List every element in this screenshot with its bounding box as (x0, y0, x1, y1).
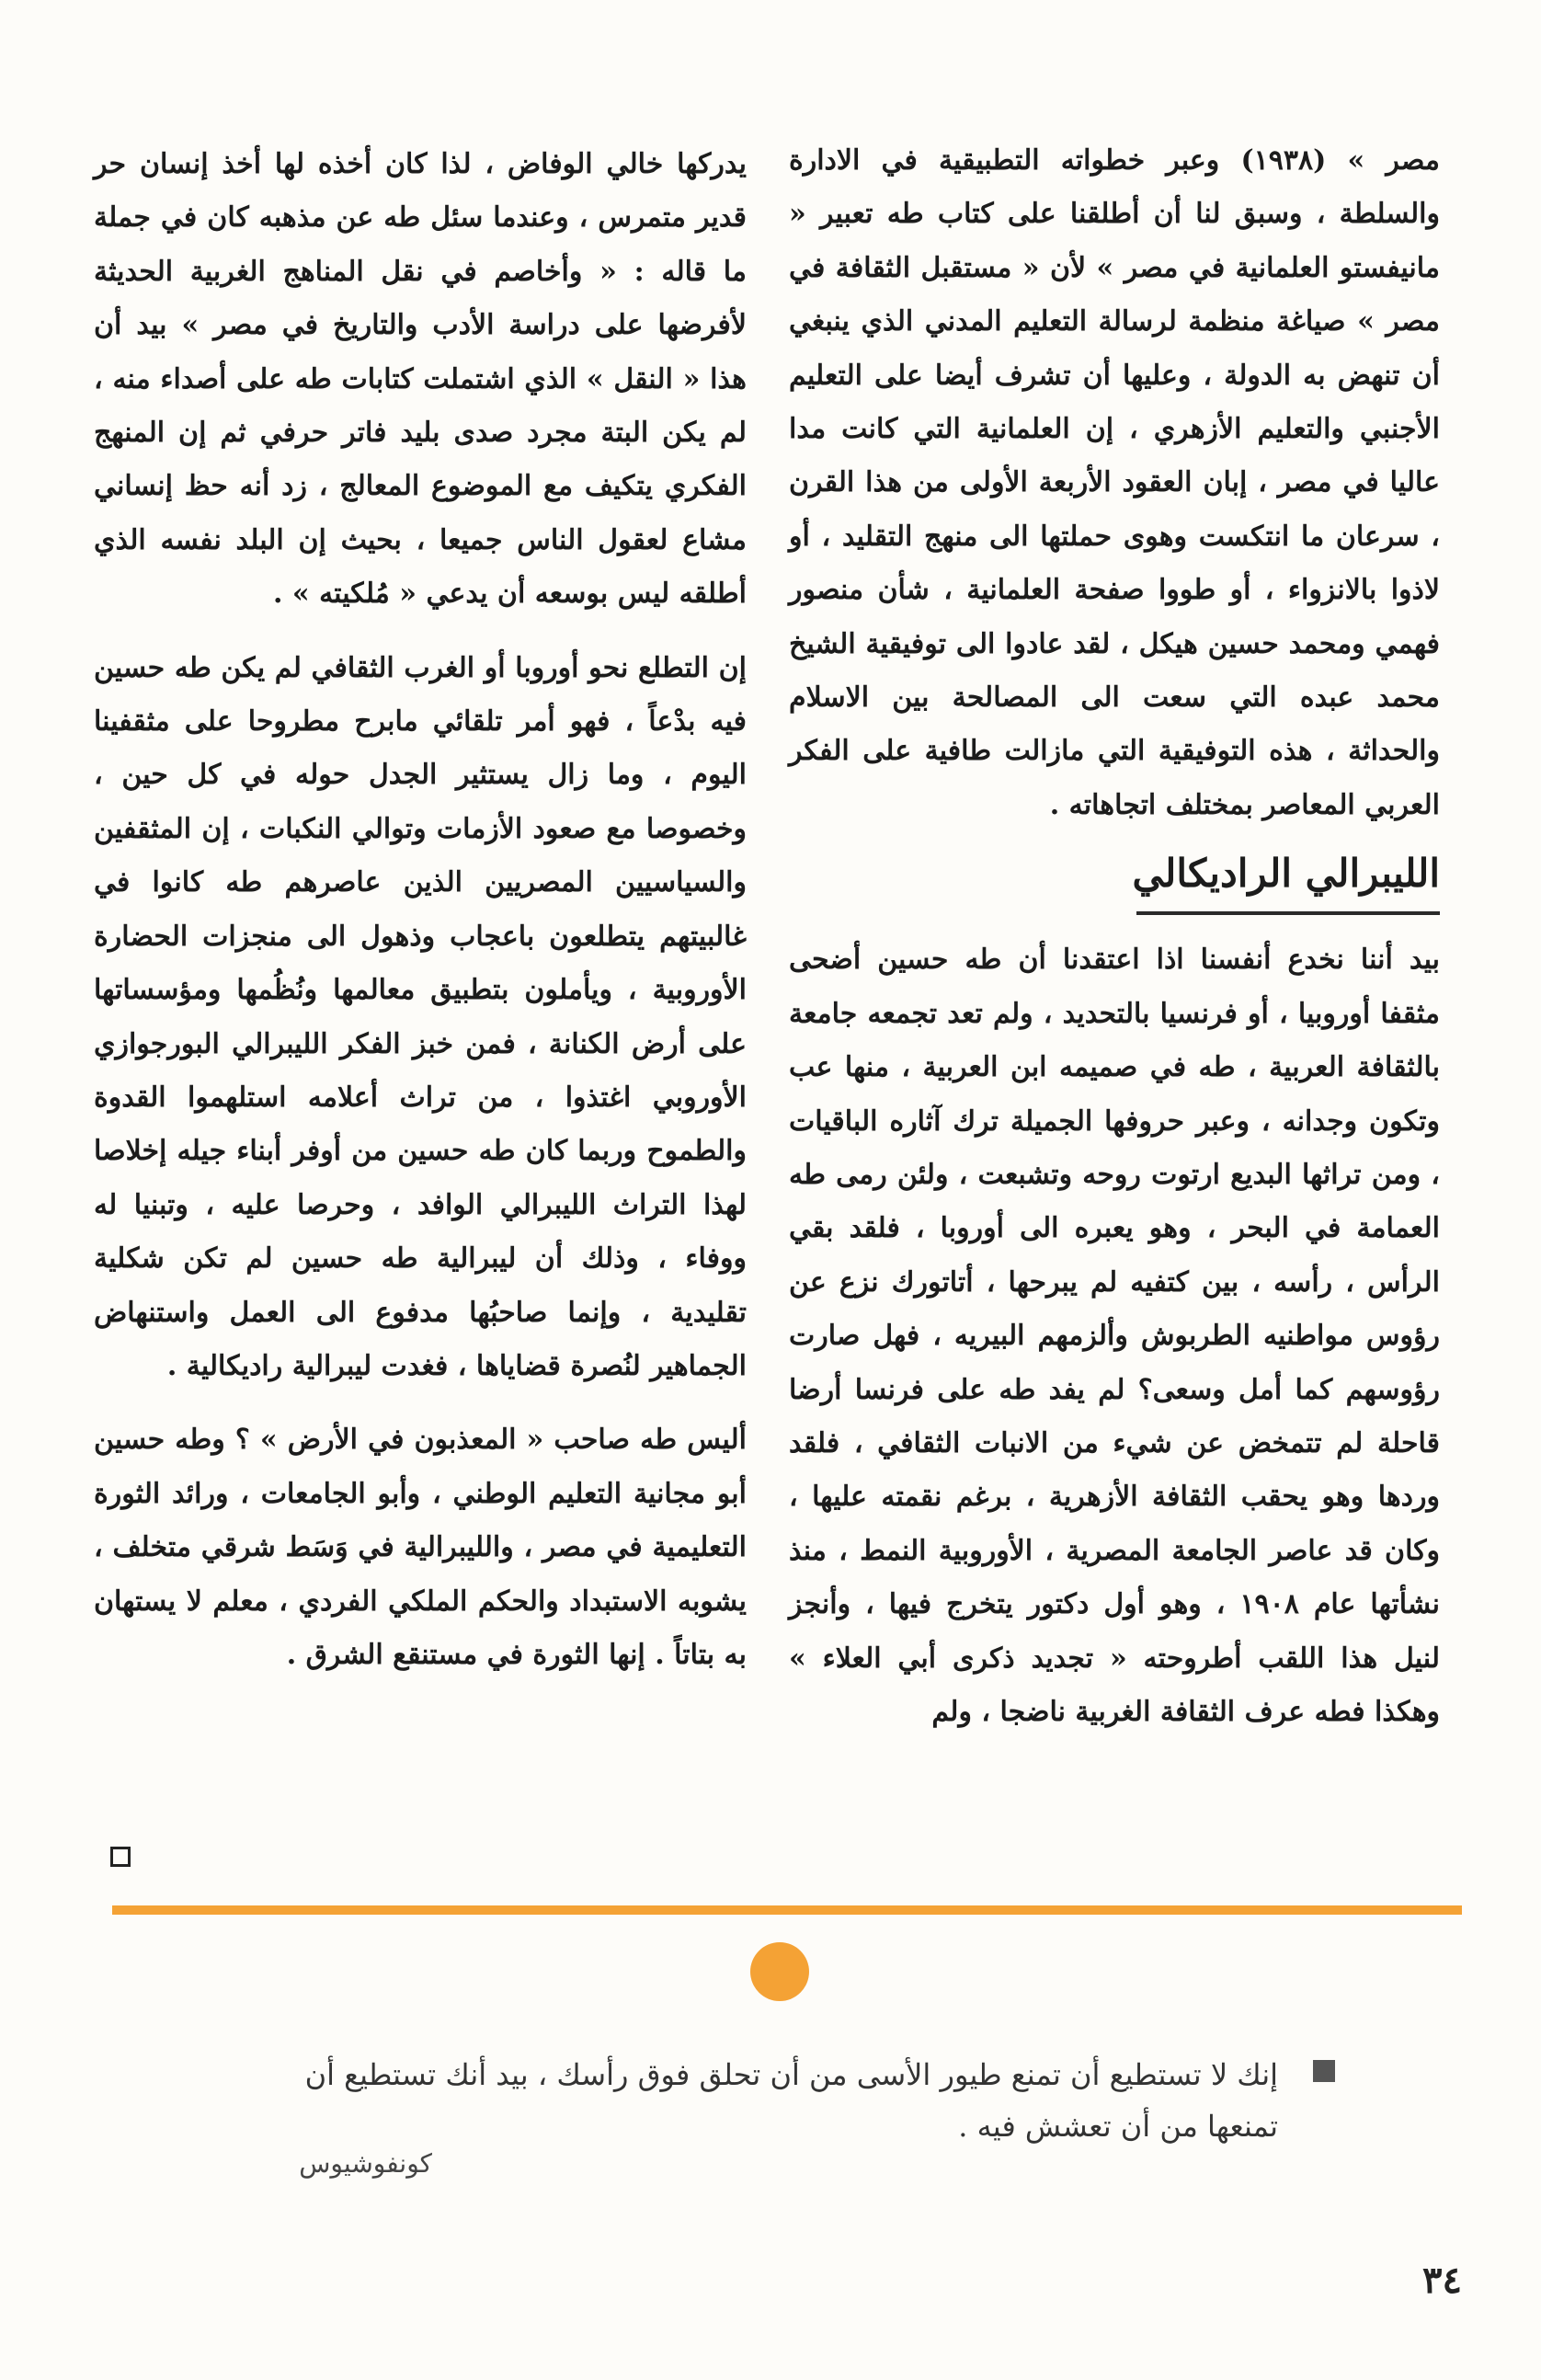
quote-text: إنك لا تستطيع أن تمنع طيور الأسى من أن تحلق فوق رأسك ، بيد أنك تستطيع أن تمنعها من أن تعشش فيه . (304, 2057, 1278, 2144)
orange-circle-ornament (750, 1942, 809, 2001)
orange-divider (112, 1905, 1462, 1915)
right-paragraph-1: مصر » (١٩٣٨) وعبر خطواته التطبيقية في الادارة والسلطة ، وسبق لنا أن أطلقنا على كتاب طه تعبير « مانيفستو العلمانية في مصر » لأن « مستقبل الثقافة في مصر » صياغة منظمة لرسالة التعليم المدني الذي ينبغي أن تنهض به الدولة ، وعليها أن تشرف أيضا على التعليم الأجنبي والتعليم الأزهري ، إن العلمانية التي كانت مدا عاليا في مصر ، إبان العقود الأربعة الأولى من هذا القرن ، سرعان ما انتكست وهوى حملتها الى منهج التقليد ، أو لاذوا بالانزواء ، أو طووا صفحة العلمانية ، شأن منصور فهمي ومحمد حسين هيكل ، لقد عادوا الى توفيقية الشيخ محمد عبده التي سعت الى المصالحة بين الاسلام والحداثة ، هذه التوفيقية التي مازالت طافية على الفكر العربي المعاصر بمختلف اتجاهاته . (789, 144, 1440, 821)
left-paragraph-2: إن التطلع نحو أوروبا أو الغرب الثقافي لم يكن طه حسين فيه بدْعاً ، فهو أمر تلقائي مابرح مطروحا على مثقفينا اليوم ، وما زال يستثير الجدل حوله في كل حين ، وخصوصا مع صعود الأزمات وتوالي النكبات ، إن المثقفين والسياسيين المصريين الذين عاصرهم طه كانوا في غالبيتهم يتطلعون باعجاب وذهول الى منجزات الحضارة الأوروبية ، ويأملون بتطبيق معالمها ونُظُمها ومؤسساتها على أرض الكنانة ، فمن خبز الفكر الليبرالي البورجوازي الأوروبي اغتذوا ، من تراث أعلامه استلهموا القدوة والطموح وربما كان طه حسين من أوفر أبناء جيله إخلاصا لهذا التراث الليبرالي الوافد ، وحرصا عليه ، وتبنيا له ووفاء ، وذلك أن ليبرالية طه حسين لم تكن شكلية تقليدية ، وإنما صاحبُها مدفوع الى العمل واستنهاض الجماهير لنُصرة قضاياها ، فغدت ليبرالية راديكالية . (94, 651, 747, 1382)
end-of-article-square-icon (110, 1847, 131, 1867)
left-paragraph-3: أليس طه صاحب « المعذبون في الأرض » ؟ وطه حسين أبو مجانية التعليم الوطني ، وأبو الجامعات ، ورائد الثورة التعليمية في مصر ، والليبرالية في وَسَط شرقي متخلف ، يشوبه الاستبداد والحكم الملكي الفردي ، معلم لا يستهان به بتاتاً . إنها الثورة في مستنقع الشرق . (94, 1424, 747, 1671)
page-number: ٣٤ (1422, 2259, 1462, 2302)
section-heading: الليبرالي الراديكالي (1132, 851, 1440, 897)
heading-underline (1136, 911, 1440, 915)
right-column (789, 134, 1440, 1739)
square-bullet-icon (1313, 2060, 1335, 2082)
left-column (94, 138, 747, 1682)
right-paragraph-2: بيد أننا نخدع أنفسنا اذا اعتقدنا أن طه حسين أضحى مثقفا أوروبيا ، أو فرنسيا بالتحديد ، ولم تعد تجمعه جامعة بالثقافة العربية ، طه في صميمه ابن العربية ، منها عب وتكون وجدانه ، وعبر حروفها الجميلة ترك آثاره الباقيات ، ومن تراثها البديع ارتوت روحه وتشبعت ، ولئن رمى طه العمامة في البحر ، وهو يعبره الى أوروبا ، فلقد بقي الرأس ، رأسه ، بين كتفيه لم يبرحها ، أتاتورك نزع عن رؤوس مواطنيه الطربوش وألزمهم البيريه ، فهل صارت رؤوسهم كما أمل وسعى؟ لم يفد طه على فرنسا أرضا قاحلة لم تتمخض عن شيء من الانبات الثقافي ، فلقد وردها وهو يحقب الثقافة الأزهرية ، برغم نقمته عليها ، وكان قد عاصر الجامعة المصرية ، الأوروبية النمط ، منذ نشأتها عام ١٩٠٨ ، وهو أول دكتور يتخرج فيها ، وأنجز لنيل هذا اللقب أطروحته « تجديد ذكرى أبي العلاء » وهكذا فطه عرف الثقافة الغربية ناضجا ، ولم (789, 944, 1440, 1728)
left-paragraph-1: يدركها خالي الوفاض ، لذا كان أخذه لها أخذ إنسان حر قدير متمرس ، وعندما سئل طه عن مذهبه كان في جملة ما قاله : « وأخاصم في نقل المناهج الغربية الحديثة لأفرضها على دراسة الأدب والتاريخ في مصر » بيد أن هذا « النقل » الذي اشتملت كتابات طه على أصداء منه ، لم يكن البتة مجرد صدى بليد فاتر حرفي ثم إن المنهج الفكري يتكيف مع الموضوع المعالج ، زد أنه حظ إنساني مشاع لعقول الناس جميعا ، بحيث إن البلد نفسه الذي أطلقه ليس بوسعه أن يدعي « مُلكيته » . (94, 148, 747, 611)
quote-author: كونفوشيوس (299, 2148, 432, 2179)
